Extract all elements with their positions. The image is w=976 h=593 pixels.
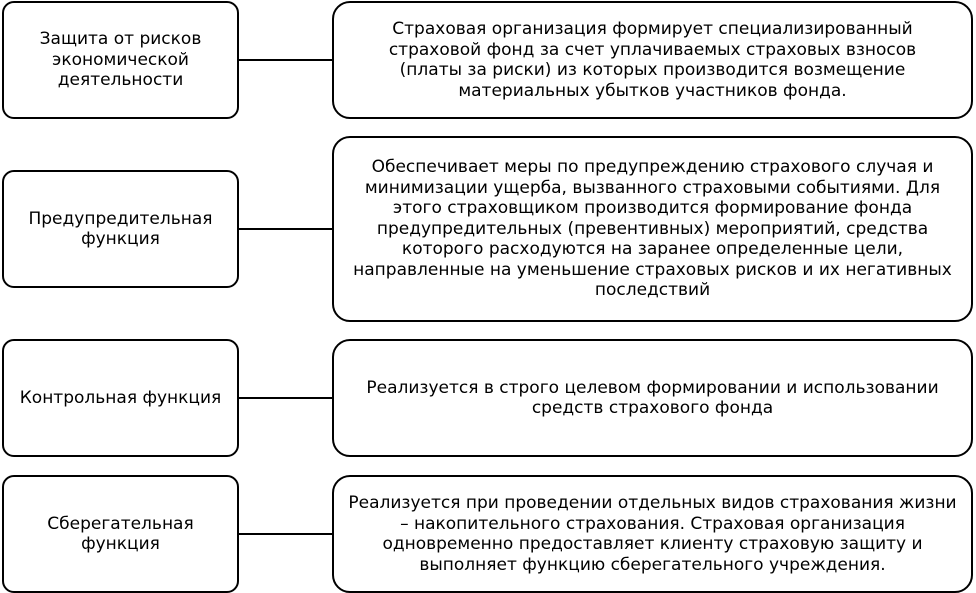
function-label: Сберегательная функция (47, 513, 194, 554)
description-box-preventive (332, 136, 973, 322)
function-box-control (2, 339, 239, 457)
function-label: Предупредительная функция (28, 208, 213, 249)
description-box-savings (332, 475, 973, 593)
connector-line (239, 59, 332, 61)
function-label: Контрольная функция (19, 387, 222, 408)
description-box-risk-protection (332, 1, 973, 119)
connector-line (239, 228, 332, 230)
function-box-preventive (2, 170, 239, 288)
description-text: Обеспечивает меры по предупреждению страхового случая и минимизации ущерба, вызванного страховыми событиями. Для этого страховщиком производится формирование фонда предупредительных (превентивных) мероприятий, средства которого расходуются на заранее определенные цели, направленные на уменьшение страховых рисков и их негативных последствий (353, 157, 952, 301)
description-text: Страховая организация формирует специализированный страховой фонд за счет уплачиваемых страховых взносов (платы за риски) из которых производится возмещение материальных убытков участников фонда. (388, 19, 917, 101)
description-text: Реализуется в строго целевом формировании и использовании средств страхового фонда (366, 377, 939, 418)
description-text: Реализуется при проведении отдельных видов страхования жизни – накопительного страхования. Страховая организация одновременно предоставляет клиенту страховую защиту и выполняет функцию сберегательного учреждения. (348, 493, 957, 575)
function-box-savings (2, 475, 239, 593)
function-label: Защита от рисков экономической деятельности (39, 29, 202, 91)
description-box-control (332, 339, 973, 457)
function-box-risk-protection (2, 1, 239, 119)
connector-line (239, 397, 332, 399)
connector-line (239, 533, 332, 535)
